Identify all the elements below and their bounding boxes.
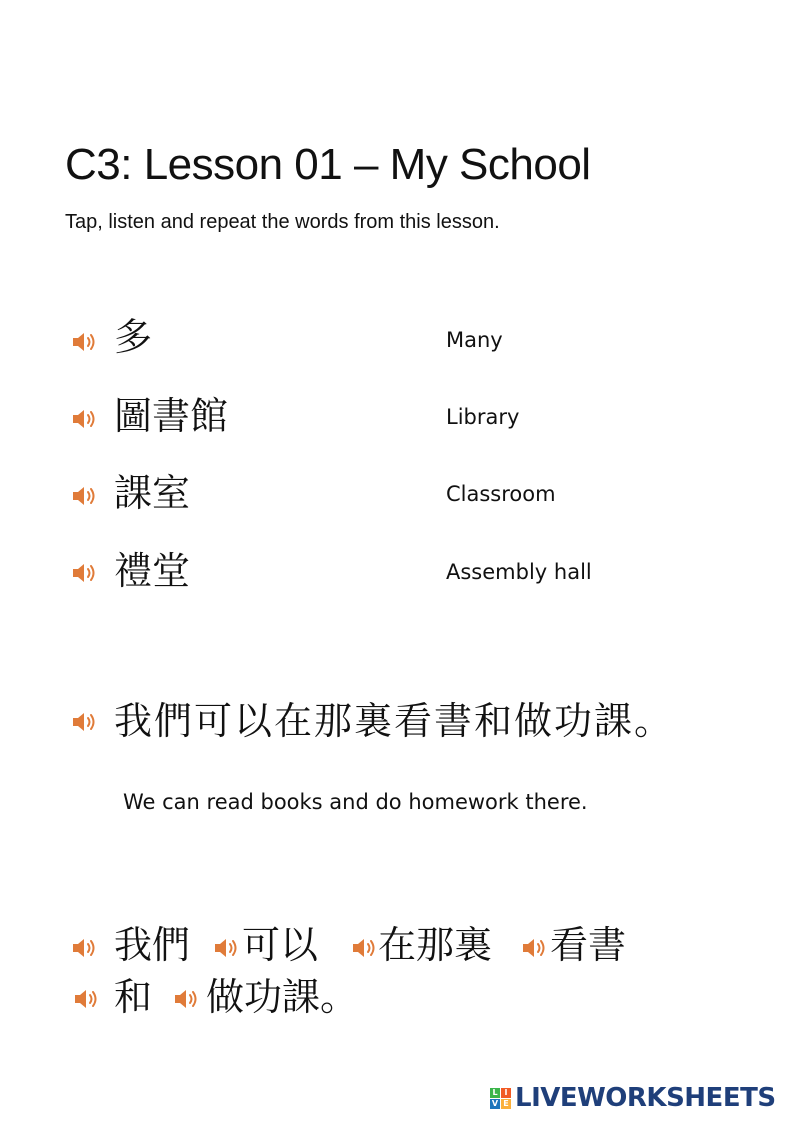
logo-mark xyxy=(490,1088,511,1109)
segment-text: 做功課。 xyxy=(206,975,359,1019)
speaker-icon[interactable] xyxy=(70,330,100,354)
vocab-english: Classroom xyxy=(446,482,556,506)
instructions: Tap, listen and repeat the words from this lesson. xyxy=(65,211,500,233)
vocab-english: Library xyxy=(446,405,520,429)
liveworksheets-logo xyxy=(490,1083,776,1113)
vocab-chinese: 多 xyxy=(114,315,153,359)
segment-text: 和 xyxy=(114,975,153,1019)
segment-text: 看書 xyxy=(550,923,627,967)
sentence-english: We can read books and do homework there. xyxy=(123,790,588,814)
logo-letter: V xyxy=(491,1099,499,1108)
logo-text: LIVEWORKSHEETS xyxy=(515,1083,776,1113)
speaker-icon[interactable] xyxy=(520,936,550,960)
logo-letter: L xyxy=(490,1088,500,1098)
vocab-chinese: 圖書館 xyxy=(114,394,229,438)
speaker-icon[interactable] xyxy=(70,407,100,431)
page-title: C3: Lesson 01 – My School xyxy=(65,140,591,189)
logo-letter: E xyxy=(501,1099,511,1109)
segment-text: 在那裏 xyxy=(378,923,493,967)
vocab-english: Assembly hall xyxy=(446,560,592,584)
segment-text: 可以 xyxy=(242,923,319,967)
vocab-chinese: 禮堂 xyxy=(114,549,191,593)
speaker-icon[interactable] xyxy=(72,987,102,1011)
speaker-icon[interactable] xyxy=(70,561,100,585)
speaker-icon[interactable] xyxy=(70,710,100,734)
speaker-icon[interactable] xyxy=(70,936,100,960)
segment-text: 我們 xyxy=(114,923,191,967)
sentence-chinese: 我們可以在那裏看書和做功課。 xyxy=(114,699,675,743)
vocab-english: Many xyxy=(446,328,503,352)
speaker-icon[interactable] xyxy=(212,936,242,960)
speaker-icon[interactable] xyxy=(172,987,202,1011)
logo-letter: I xyxy=(501,1088,511,1098)
speaker-icon[interactable] xyxy=(350,936,380,960)
vocab-chinese: 課室 xyxy=(114,471,191,515)
speaker-icon[interactable] xyxy=(70,484,100,508)
